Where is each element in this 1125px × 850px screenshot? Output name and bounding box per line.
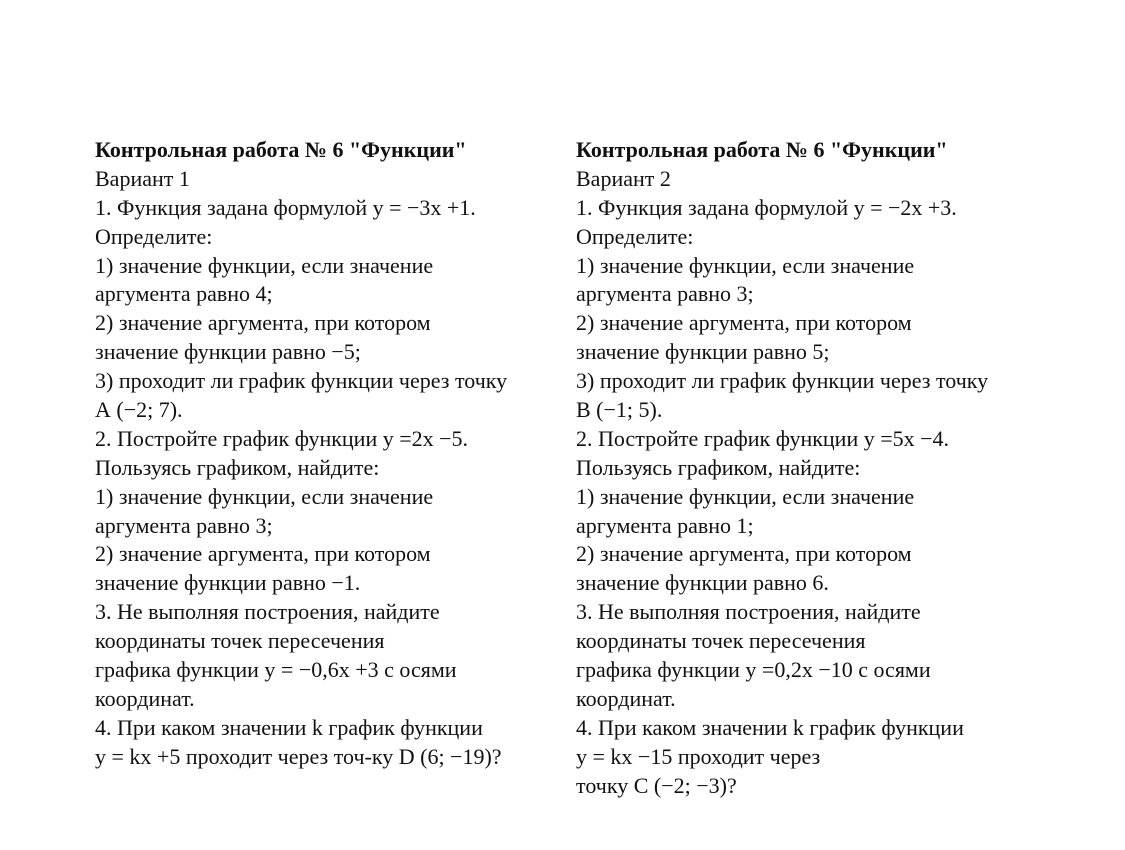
variant-2-line: Определите: [576,223,694,249]
variant-1-line: 1. Функция задана формулой у = −3х +1. [95,194,476,220]
variant-2-line: 1. Функция задана формулой у = −2х +3. [576,194,957,220]
variant-2-line: 2. Постройте график функции у =5х −4. [576,425,950,451]
variant-1-line: у = kх +5 проходит через точ-ку D (6; −19)? [95,743,502,769]
variant-1-line: 2) значение аргумента, при котором [95,541,431,567]
variant-1-line: 3) проходит ли график функции через точку [95,368,508,394]
variant-1-line: Пользуясь графиком, найдите: [95,454,380,480]
variant-1-line: Определите: [95,223,213,249]
variant-2-line: 2) значение аргумента, при котором [576,310,912,336]
variant-1-line: 1) значение функции, если значение [95,483,434,509]
variant-2-line: аргумента равно 3; [576,281,754,307]
variant-1-line: А (−2; 7). [95,397,183,423]
variant-2-line: значение функции равно 6. [576,570,829,596]
variant-1-line: значение функции равно −5; [95,339,361,365]
variant-1-line: 2. Постройте график функции у =2х −5. [95,425,469,451]
variant-2-line: В (−1; 5). [576,397,663,423]
variant-1-label: Вариант 1 [95,165,190,191]
variant-1-line: графика функции у = −0,6х +3 с осями [95,657,457,683]
variant-1-line: координаты точек пересечения [95,628,385,654]
variant-2-label: Вариант 2 [576,165,671,191]
variant-2-line: Пользуясь графиком, найдите: [576,454,861,480]
variant-1-line: значение функции равно −1. [95,570,361,596]
variant-1-title: Контрольная работа № 6 "Функции" [95,137,467,162]
variant-1-line: 4. При каком значении k график функции [95,714,483,740]
variant-2-line: 3. Не выполняя построения, найдите [576,599,921,625]
variant-2-line: точку С (−2; −3)? [576,772,737,798]
variant-1-line: координат. [95,685,195,711]
variant-2-line: 4. При каком значении k график функции [576,714,964,740]
variant-2-line: графика функции у =0,2х −10 с осями [576,657,931,683]
variant-2-line: 2) значение аргумента, при котором [576,541,912,567]
variant-2-line: у = kх −15 проходит через [576,743,821,769]
variant-1-line: аргумента равно 4; [95,281,273,307]
variant-2-line: значение функции равно 5; [576,339,830,365]
variant-2-line: 3) проходит ли график функции через точку [576,368,989,394]
variant-2-line: координат. [576,685,676,711]
variant-1-column [95,136,565,772]
variant-1-line: 3. Не выполняя построения, найдите [95,599,440,625]
variant-1-line: аргумента равно 3; [95,512,273,538]
variant-2-line: координаты точек пересечения [576,628,866,654]
variant-2-line: аргумента равно 1; [576,512,754,538]
variant-2-line: 1) значение функции, если значение [576,252,915,278]
variant-2-line: 1) значение функции, если значение [576,483,915,509]
variant-1-line: 2) значение аргумента, при котором [95,310,431,336]
variant-2-title: Контрольная работа № 6 "Функции" [576,137,948,162]
variant-1-line: 1) значение функции, если значение [95,252,434,278]
variant-2-column [576,136,1046,800]
